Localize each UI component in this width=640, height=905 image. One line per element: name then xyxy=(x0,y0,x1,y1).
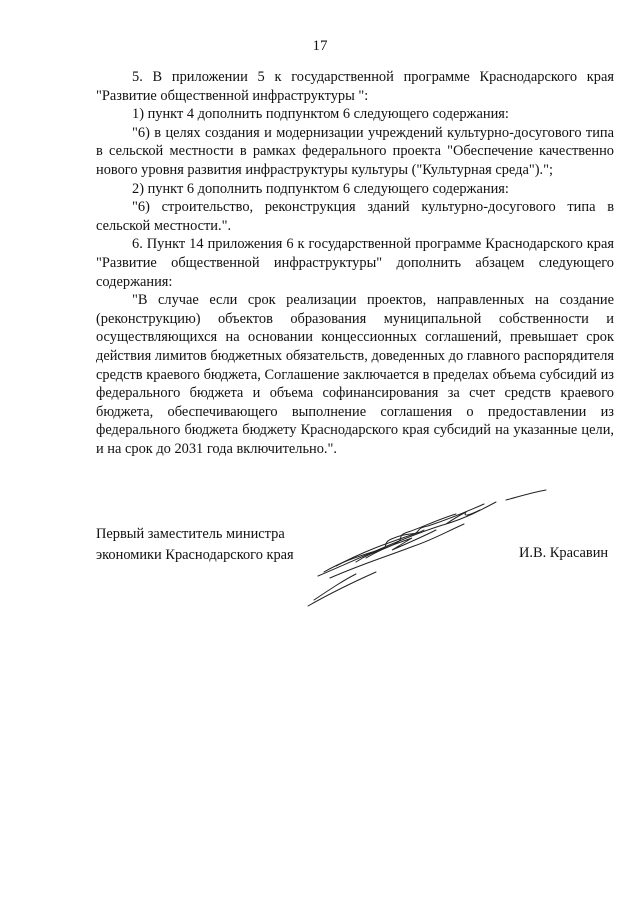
paragraph-subitem-1: 1) пункт 4 дополнить подпунктом 6 следующего содержания: xyxy=(132,106,509,123)
paragraph-subitem-2: 2) пункт 6 дополнить подпунктом 6 следующего содержания: xyxy=(132,180,509,197)
document-body xyxy=(96,68,614,458)
paragraph-quote-3: "В случае если срок реализации проектов, направленных на создание (реконструкцию) объектов образования муниципальной собственности и осуществляющихся на основании концессионных соглашений, превышает срок действия лимитов бюджетных обязательств, доведенных до главного распорядителя средств краевого бюджета, Соглашение заключается в пределах объема субсидий из федерального бюджета и объема софинансирования за счет средств краевого бюджета, обеспечивающего выполнение соглашения о предоставлении из федерального бюджета бюджету Краснодарского края субсидий на указанные цели, и на срок до 2031 года включительно.". xyxy=(96,292,614,457)
handwritten-signature xyxy=(296,480,556,620)
signatory-name: И.В. Красавин xyxy=(519,545,609,561)
page-number: 17 xyxy=(312,38,328,54)
signatory-title-line-2: экономики Краснодарского края xyxy=(96,547,294,563)
paragraph-item-5: 5. В приложении 5 к государственной программе Краснодарского края "Развитие общественной инфраструктуры ": xyxy=(96,69,614,104)
paragraph-item-6: 6. Пункт 14 приложения 6 к государственной программе Краснодарского края "Развитие общественной инфраструктуры" дополнить абзацем следующего содержания: xyxy=(96,236,614,290)
paragraph-quote-2: "6) строительство, реконструкция зданий культурно-досугового типа в сельской местности.". xyxy=(96,199,614,234)
signatory-title xyxy=(96,524,294,566)
paragraph-quote-1: "6) в целях создания и модернизации учреждений культурно-досугового типа в сельской местности в рамках федерального проекта "Обеспечение качественно нового уровня развития инфраструктуры культуры ("Культурная среда")."; xyxy=(96,124,614,178)
signatory-title-line-1: Первый заместитель министра xyxy=(96,526,285,542)
